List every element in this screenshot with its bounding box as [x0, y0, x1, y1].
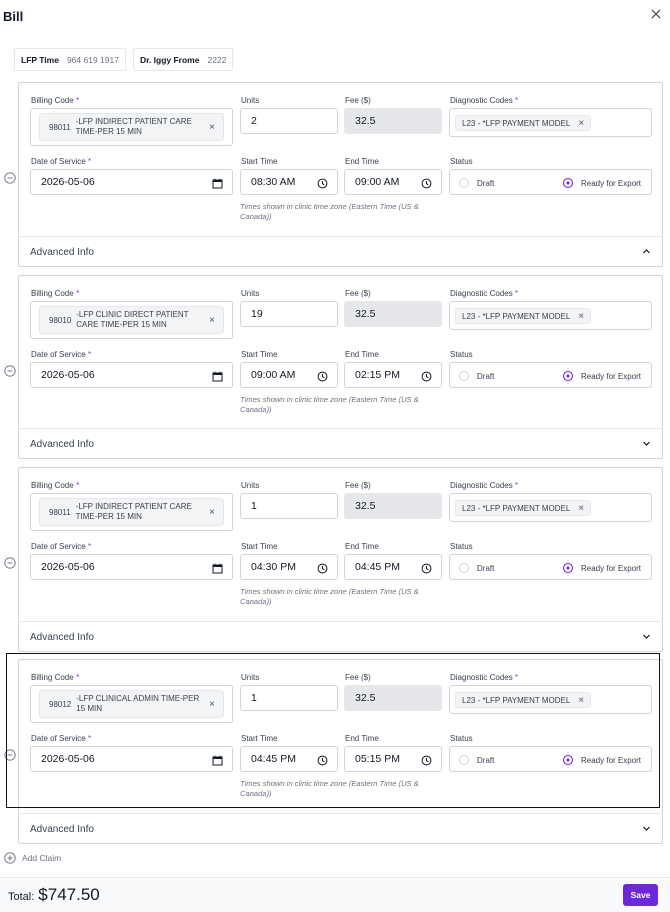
end-time-label: End Time — [345, 157, 379, 166]
billing-code-description: -LFP CLINICAL ADMIN TIME-PER 15 MIN — [76, 694, 200, 713]
diagnostic-code-chip — [455, 308, 591, 324]
draft-radio[interactable] — [459, 371, 469, 381]
diagnostic-codes-label: Diagnostic Codes * — [450, 673, 519, 682]
billing-code-field[interactable] — [30, 493, 233, 531]
close-icon — [651, 9, 661, 19]
billing-code-value: 98010 — [49, 315, 72, 325]
units-input[interactable]: 1 — [240, 493, 338, 519]
billing-code-label: Billing Code * — [31, 289, 80, 298]
provider-chip — [133, 48, 233, 71]
fee-label: Fee ($) — [345, 289, 371, 298]
diagnostic-code-value: L23 - *LFP PAYMENT MODEL — [462, 311, 571, 321]
billing-code-chip — [39, 498, 224, 526]
footer — [0, 877, 670, 912]
remove-diagnostic-code-icon[interactable]: × — [578, 694, 585, 706]
end-time-label: End Time — [345, 350, 379, 359]
status-field — [449, 746, 652, 772]
remove-diagnostic-code-icon[interactable]: × — [578, 310, 585, 322]
diagnostic-codes-label: Diagnostic Codes * — [450, 481, 519, 490]
remove-diagnostic-code-icon[interactable]: × — [578, 502, 585, 514]
remove-claim-icon[interactable] — [4, 749, 16, 761]
clock-icon[interactable] — [421, 563, 432, 574]
billing-code-chip — [39, 690, 224, 718]
diagnostic-code-chip — [455, 692, 591, 708]
add-claim-button[interactable] — [4, 852, 61, 864]
start-time-input[interactable]: 09:00 AM — [240, 362, 338, 388]
remove-diagnostic-code-icon[interactable]: × — [578, 117, 585, 129]
calendar-icon[interactable] — [212, 178, 223, 189]
start-time-input[interactable]: 04:45 PM — [240, 746, 338, 772]
provider-number: 2222 — [207, 54, 227, 65]
status-draft-option[interactable]: Draft — [459, 561, 494, 575]
billing-code-label: Billing Code * — [31, 96, 80, 105]
calendar-icon[interactable] — [212, 563, 223, 574]
chevron-down-icon — [642, 439, 651, 450]
fee-label: Fee ($) — [345, 481, 371, 490]
advanced-info-toggle[interactable] — [18, 813, 663, 844]
date-of-service-label: Date of Service * — [31, 734, 92, 743]
start-time-label: Start Time — [241, 350, 278, 359]
header-chips — [14, 48, 233, 71]
remove-claim-icon[interactable] — [4, 172, 16, 184]
units-label: Units — [241, 289, 260, 298]
billing-code-description: -LFP CLINIC DIRECT PATIENT CARE TIME-PER 15 MIN — [76, 310, 189, 329]
units-input[interactable]: 1 — [240, 685, 338, 711]
start-time-input[interactable]: 04:30 PM — [240, 554, 338, 580]
ready-radio[interactable] — [563, 178, 573, 188]
diagnostic-codes-field[interactable] — [449, 301, 652, 330]
clock-icon[interactable] — [421, 755, 432, 766]
modal-title: Bill — [3, 9, 24, 24]
status-draft-option[interactable]: Draft — [459, 369, 494, 383]
diagnostic-code-chip — [455, 115, 591, 131]
draft-radio[interactable] — [459, 178, 469, 188]
remove-claim-icon[interactable] — [4, 365, 16, 377]
advanced-info-toggle[interactable] — [18, 428, 663, 459]
total — [8, 885, 100, 905]
ready-radio[interactable] — [563, 755, 573, 765]
billing-code-label: Billing Code * — [31, 673, 80, 682]
timezone-note: Times shown in clinic time zone (Eastern Time (US & Canada)) — [240, 395, 419, 414]
calendar-icon[interactable] — [212, 371, 223, 382]
patient-phone: 964 619 1917 — [66, 54, 119, 65]
chevron-down-icon — [642, 824, 651, 835]
status-ready-option[interactable]: Ready for Export — [563, 753, 641, 767]
patient-chip — [14, 48, 126, 71]
fee-field: 32.5 — [344, 108, 442, 134]
status-ready-option[interactable]: Ready for Export — [563, 176, 641, 190]
billing-code-value: 98011 — [49, 122, 71, 132]
diagnostic-code-value: L23 - *LFP PAYMENT MODEL — [462, 118, 571, 128]
total-label: Total: — [8, 891, 35, 903]
status-label: Status — [450, 734, 473, 743]
clock-icon[interactable] — [421, 371, 432, 382]
units-label: Units — [241, 673, 260, 682]
units-label: Units — [241, 96, 260, 105]
billing-code-description: -LFP INDIRECT PATIENT CARE TIME-PER 15 MIN — [75, 117, 192, 136]
remove-billing-code-icon[interactable]: × — [209, 314, 215, 326]
date-of-service-label: Date of Service * — [31, 350, 92, 359]
advanced-info-toggle[interactable] — [18, 621, 663, 652]
diagnostic-code-value: L23 - *LFP PAYMENT MODEL — [462, 503, 571, 513]
ready-radio[interactable] — [563, 563, 573, 573]
clock-icon[interactable] — [317, 178, 328, 189]
timezone-note: Times shown in clinic time zone (Eastern Time (US & Canada)) — [240, 587, 419, 606]
advanced-info-label: Advanced Info — [30, 823, 94, 835]
draft-radio[interactable] — [459, 563, 469, 573]
clock-icon[interactable] — [317, 371, 328, 382]
chevron-down-icon — [642, 632, 651, 643]
patient-name: LFP Time — [21, 54, 59, 65]
advanced-info-label: Advanced Info — [30, 246, 94, 258]
billing-code-chip — [39, 306, 224, 334]
fee-field: 32.5 — [344, 301, 442, 327]
billing-code-field[interactable] — [30, 108, 233, 146]
end-time-input[interactable]: 05:15 PM — [344, 746, 442, 772]
units-label: Units — [241, 481, 260, 490]
billing-code-description: -LFP INDIRECT PATIENT CARE TIME-PER 15 MIN — [75, 502, 192, 521]
status-ready-option[interactable]: Ready for Export — [563, 561, 641, 575]
calendar-icon[interactable] — [212, 755, 223, 766]
status-label: Status — [450, 542, 473, 551]
billing-code-field[interactable] — [30, 301, 233, 339]
billing-code-label: Billing Code * — [31, 481, 80, 490]
start-time-label: Start Time — [241, 542, 278, 551]
remove-claim-icon[interactable] — [4, 557, 16, 569]
end-time-input[interactable]: 04:45 PM — [344, 554, 442, 580]
diagnostic-codes-field[interactable] — [449, 108, 652, 137]
close-button[interactable] — [648, 6, 664, 22]
diagnostic-codes-label: Diagnostic Codes * — [450, 289, 519, 298]
plus-circle-icon — [4, 852, 16, 864]
status-field — [449, 169, 652, 195]
start-time-input[interactable]: 08:30 AM — [240, 169, 338, 195]
timezone-note: Times shown in clinic time zone (Eastern Time (US & Canada)) — [240, 202, 419, 221]
date-of-service-input[interactable]: 2026-05-06 — [30, 169, 233, 195]
status-label: Status — [450, 350, 473, 359]
fee-field: 32.5 — [344, 685, 442, 711]
advanced-info-label: Advanced Info — [30, 438, 94, 450]
status-draft-option[interactable]: Draft — [459, 176, 494, 190]
fee-label: Fee ($) — [345, 673, 371, 682]
end-time-input[interactable]: 09:00 AM — [344, 169, 442, 195]
draft-radio[interactable] — [459, 755, 469, 765]
start-time-label: Start Time — [241, 734, 278, 743]
end-time-input[interactable]: 02:15 PM — [344, 362, 442, 388]
billing-code-field[interactable] — [30, 685, 233, 723]
end-time-label: End Time — [345, 734, 379, 743]
units-input[interactable]: 19 — [240, 301, 338, 327]
clock-icon[interactable] — [317, 563, 328, 574]
end-time-label: End Time — [345, 542, 379, 551]
remove-billing-code-icon[interactable]: × — [209, 121, 215, 133]
date-of-service-input[interactable]: 2026-05-06 — [30, 362, 233, 388]
status-draft-option[interactable]: Draft — [459, 753, 494, 767]
clock-icon[interactable] — [421, 178, 432, 189]
billing-code-chip — [39, 113, 224, 141]
start-time-label: Start Time — [241, 157, 278, 166]
units-input[interactable]: 2 — [240, 108, 338, 134]
total-amount: $747.50 — [38, 885, 100, 904]
fee-label: Fee ($) — [345, 96, 371, 105]
status-label: Status — [450, 157, 473, 166]
status-field — [449, 362, 652, 388]
advanced-info-label: Advanced Info — [30, 631, 94, 643]
status-field — [449, 554, 652, 580]
add-claim-label: Add Claim — [22, 853, 62, 863]
diagnostic-codes-field[interactable] — [449, 493, 652, 522]
billing-code-value: 98012 — [49, 699, 72, 709]
provider-name: Dr. Iggy Frome — [139, 54, 200, 65]
diagnostic-code-chip — [455, 500, 591, 516]
billing-code-value: 98011 — [49, 507, 71, 517]
date-of-service-label: Date of Service * — [31, 542, 92, 551]
chevron-up-icon — [642, 247, 651, 258]
status-ready-option[interactable]: Ready for Export — [563, 369, 641, 383]
remove-billing-code-icon[interactable]: × — [209, 698, 215, 710]
fee-field: 32.5 — [344, 493, 442, 519]
remove-billing-code-icon[interactable]: × — [209, 506, 215, 518]
timezone-note: Times shown in clinic time zone (Eastern Time (US & Canada)) — [240, 779, 419, 798]
diagnostic-codes-field[interactable] — [449, 685, 652, 714]
advanced-info-toggle[interactable] — [18, 236, 663, 267]
save-button[interactable]: Save — [623, 884, 658, 906]
diagnostic-codes-label: Diagnostic Codes * — [450, 96, 519, 105]
clock-icon[interactable] — [317, 755, 328, 766]
date-of-service-label: Date of Service * — [31, 157, 92, 166]
diagnostic-code-value: L23 - *LFP PAYMENT MODEL — [462, 695, 571, 705]
ready-radio[interactable] — [563, 371, 573, 381]
date-of-service-input[interactable]: 2026-05-06 — [30, 554, 233, 580]
date-of-service-input[interactable]: 2026-05-06 — [30, 746, 233, 772]
